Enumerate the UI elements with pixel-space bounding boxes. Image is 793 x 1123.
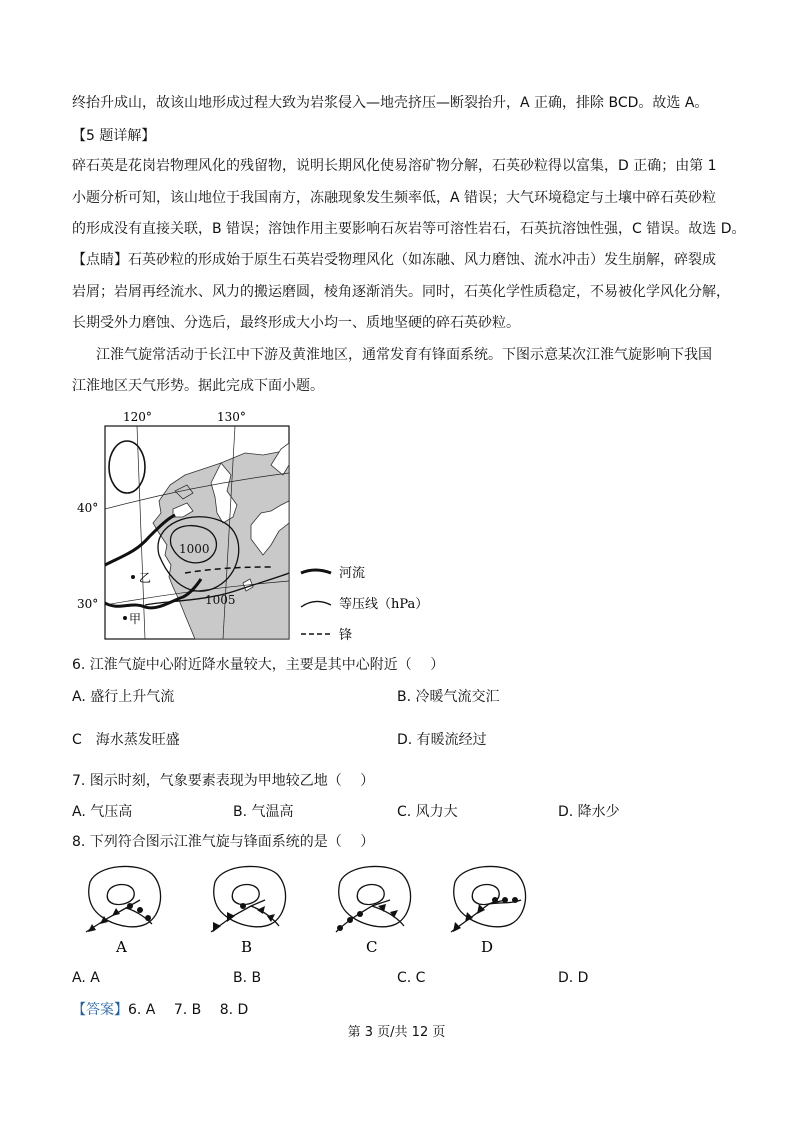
q6-option-c[interactable]: C 海水蒸发旺盛 (72, 732, 180, 748)
figure-a (86, 866, 161, 956)
q8-option-a[interactable]: A. A (72, 970, 100, 986)
paragraph-q5-line3: 的形成没有直接关联，B 错误；溶蚀作用主要影响石灰岩等可溶性岩石，石英抗溶蚀性强，C 错误。故选 D。 (72, 221, 746, 237)
paragraph-tip-line3: 长期受外力磨蚀、分选后，最终形成大小均一、质地坚硬的碎石英砂粒。 (72, 315, 520, 331)
q7-option-a[interactable]: A. 气压高 (72, 804, 133, 820)
front-diagrams (78, 860, 538, 960)
q8-stem: 8. 下列符合图示江淮气旋与锋面系统的是（ ） (72, 834, 375, 850)
paragraph-tip-line2: 岩屑；岩屑再经流水、风力的搬运磨圆，棱角逐渐消失。同时，石英化学性质稳定，不易被化学风化分解， (72, 284, 730, 300)
q7-option-d[interactable]: D. 降水少 (558, 804, 620, 820)
q6-option-b[interactable]: B. 冷暖气流交汇 (397, 689, 500, 705)
figure-b-label: B (241, 938, 253, 956)
q8-figures (78, 860, 538, 960)
place-yi-dot (131, 575, 135, 579)
q6-stem: 6. 江淮气旋中心附近降水量较大，主要是其中心附近（ ） (72, 657, 445, 673)
answer-line (72, 1000, 248, 1020)
weather-map-figure (75, 405, 429, 645)
q8-option-b[interactable]: B. B (233, 970, 262, 986)
lon-130-label: 130° (217, 410, 246, 424)
figure-b (211, 866, 286, 956)
figure-d (451, 866, 526, 956)
paragraph-q5-line1: 碎石英是花岗岩物理风化的残留物，说明长期风化使易溶矿物分解，石英砂粒得以富集，D 正确；由第 1 (72, 158, 717, 174)
intro-line1: 江淮气旋常活动于长江中下游及黄淮地区，通常发育有锋面系统。下图示意某次江淮气旋影响下我国 (96, 347, 712, 363)
place-jia-dot (123, 616, 127, 620)
q7-option-b[interactable]: B. 气温高 (233, 804, 294, 820)
q8-option-c[interactable]: C. C (397, 970, 426, 986)
q8-option-d[interactable]: D. D (558, 970, 589, 986)
answer-tag: 【答案】 (72, 1002, 128, 1018)
q6-option-d[interactable]: D. 有暖流经过 (397, 732, 487, 748)
heading-q5-detail: 【5 题详解】 (72, 128, 156, 144)
legend-river-label: 河流 (339, 566, 366, 581)
legend-river-swatch (301, 570, 331, 573)
place-yi-label: 乙 (139, 571, 152, 585)
answer-text: 6. A 7. B 8. D (128, 1002, 249, 1018)
legend-isobar-label: 等压线（hPa） (339, 597, 429, 612)
lat-40-label: 40° (77, 501, 99, 515)
legend-front-label: 锋 (339, 628, 353, 643)
place-jia-label: 甲 (129, 612, 142, 626)
isobar-1005-label: 1005 (205, 593, 236, 607)
figure-a-label: A (116, 938, 127, 956)
paragraph-q4-conclusion: 终抬升成山，故该山地形成过程大致为岩浆侵入—地壳挤压—断裂抬升，A 正确，排除 BCD。故选 A。 (72, 95, 709, 111)
q7-stem: 7. 图示时刻，气象要素表现为甲地较乙地（ ） (72, 773, 375, 789)
intro-line2: 江淮地区天气形势。据此完成下面小题。 (72, 378, 324, 394)
weather-map (75, 405, 429, 645)
lon-120-label: 120° (123, 410, 152, 424)
q7-option-c[interactable]: C. 风力大 (397, 804, 458, 820)
paragraph-q5-line2: 小题分析可知，该山地位于我国南方，冻融现象发生频率低，A 错误；大气环境稳定与土壤中碎石英砂粒 (72, 190, 717, 206)
isobar-1000-label: 1000 (179, 542, 210, 556)
legend-isobar-swatch (301, 601, 331, 607)
figure-c-label: C (366, 938, 378, 956)
q6-option-a[interactable]: A. 盛行上升气流 (72, 689, 175, 705)
lat-30-label: 30° (77, 597, 99, 611)
page-footer: 第 3 页/共 12 页 (347, 1025, 446, 1040)
figure-c (336, 866, 411, 956)
paragraph-tip-line1: 【点睛】石英砂粒的形成始于原生石英岩受物理风化（如冻融、风力磨蚀、流水冲击）发生崩解，碎裂成 (72, 252, 716, 268)
figure-d-label: D (481, 938, 494, 956)
